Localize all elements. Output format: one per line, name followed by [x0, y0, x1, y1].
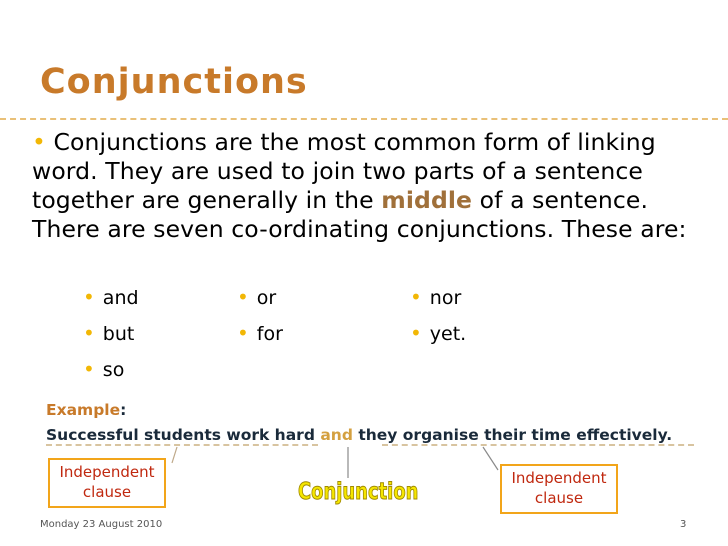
example-colon: :	[120, 401, 127, 419]
independent-clause-box-left: Independent clause	[48, 458, 166, 508]
bullet-icon: •	[410, 285, 422, 309]
highlight-middle: middle	[381, 186, 473, 214]
conjunction-or: or	[256, 287, 277, 309]
bullet-icon: •	[237, 285, 249, 309]
bullet-icon: •	[83, 357, 95, 381]
footer-date: Monday 23 August 2010	[40, 519, 163, 530]
example-clause-1: Successful students work hard	[46, 426, 321, 444]
example-conjunction: and	[320, 426, 353, 444]
intro-text-2: of a sentence. There are seven co-ordinating conjunctions. These are:	[32, 186, 687, 243]
conjunction-and: and	[102, 287, 139, 309]
bullet-icon: •	[83, 321, 95, 345]
bullet-icon: •	[410, 321, 422, 345]
intro-text-1: Conjunctions are the most common form of linking word. They are used to join two parts of a sentence together are generally in the	[32, 128, 656, 214]
page-number: 3	[680, 519, 687, 530]
bullet-icon: •	[237, 321, 249, 345]
example-label: Example	[46, 401, 121, 419]
conjunction-for: for	[256, 323, 283, 345]
conjunction-but: but	[102, 323, 135, 345]
pointer-left	[172, 447, 177, 463]
independent-clause-box-right: Independent clause	[500, 464, 618, 514]
conjunction-label: Conjunction	[298, 479, 419, 505]
conjunction-yet: yet.	[429, 323, 467, 345]
conjunction-so: so	[102, 359, 125, 381]
conjunction-nor: nor	[429, 287, 462, 309]
slide-title: Conjunctions	[40, 62, 308, 102]
example-clause-2: they organise their time effectively.	[352, 426, 673, 444]
bullet-icon: •	[32, 128, 46, 156]
pointer-right	[483, 447, 498, 470]
bullet-icon: •	[83, 285, 95, 309]
